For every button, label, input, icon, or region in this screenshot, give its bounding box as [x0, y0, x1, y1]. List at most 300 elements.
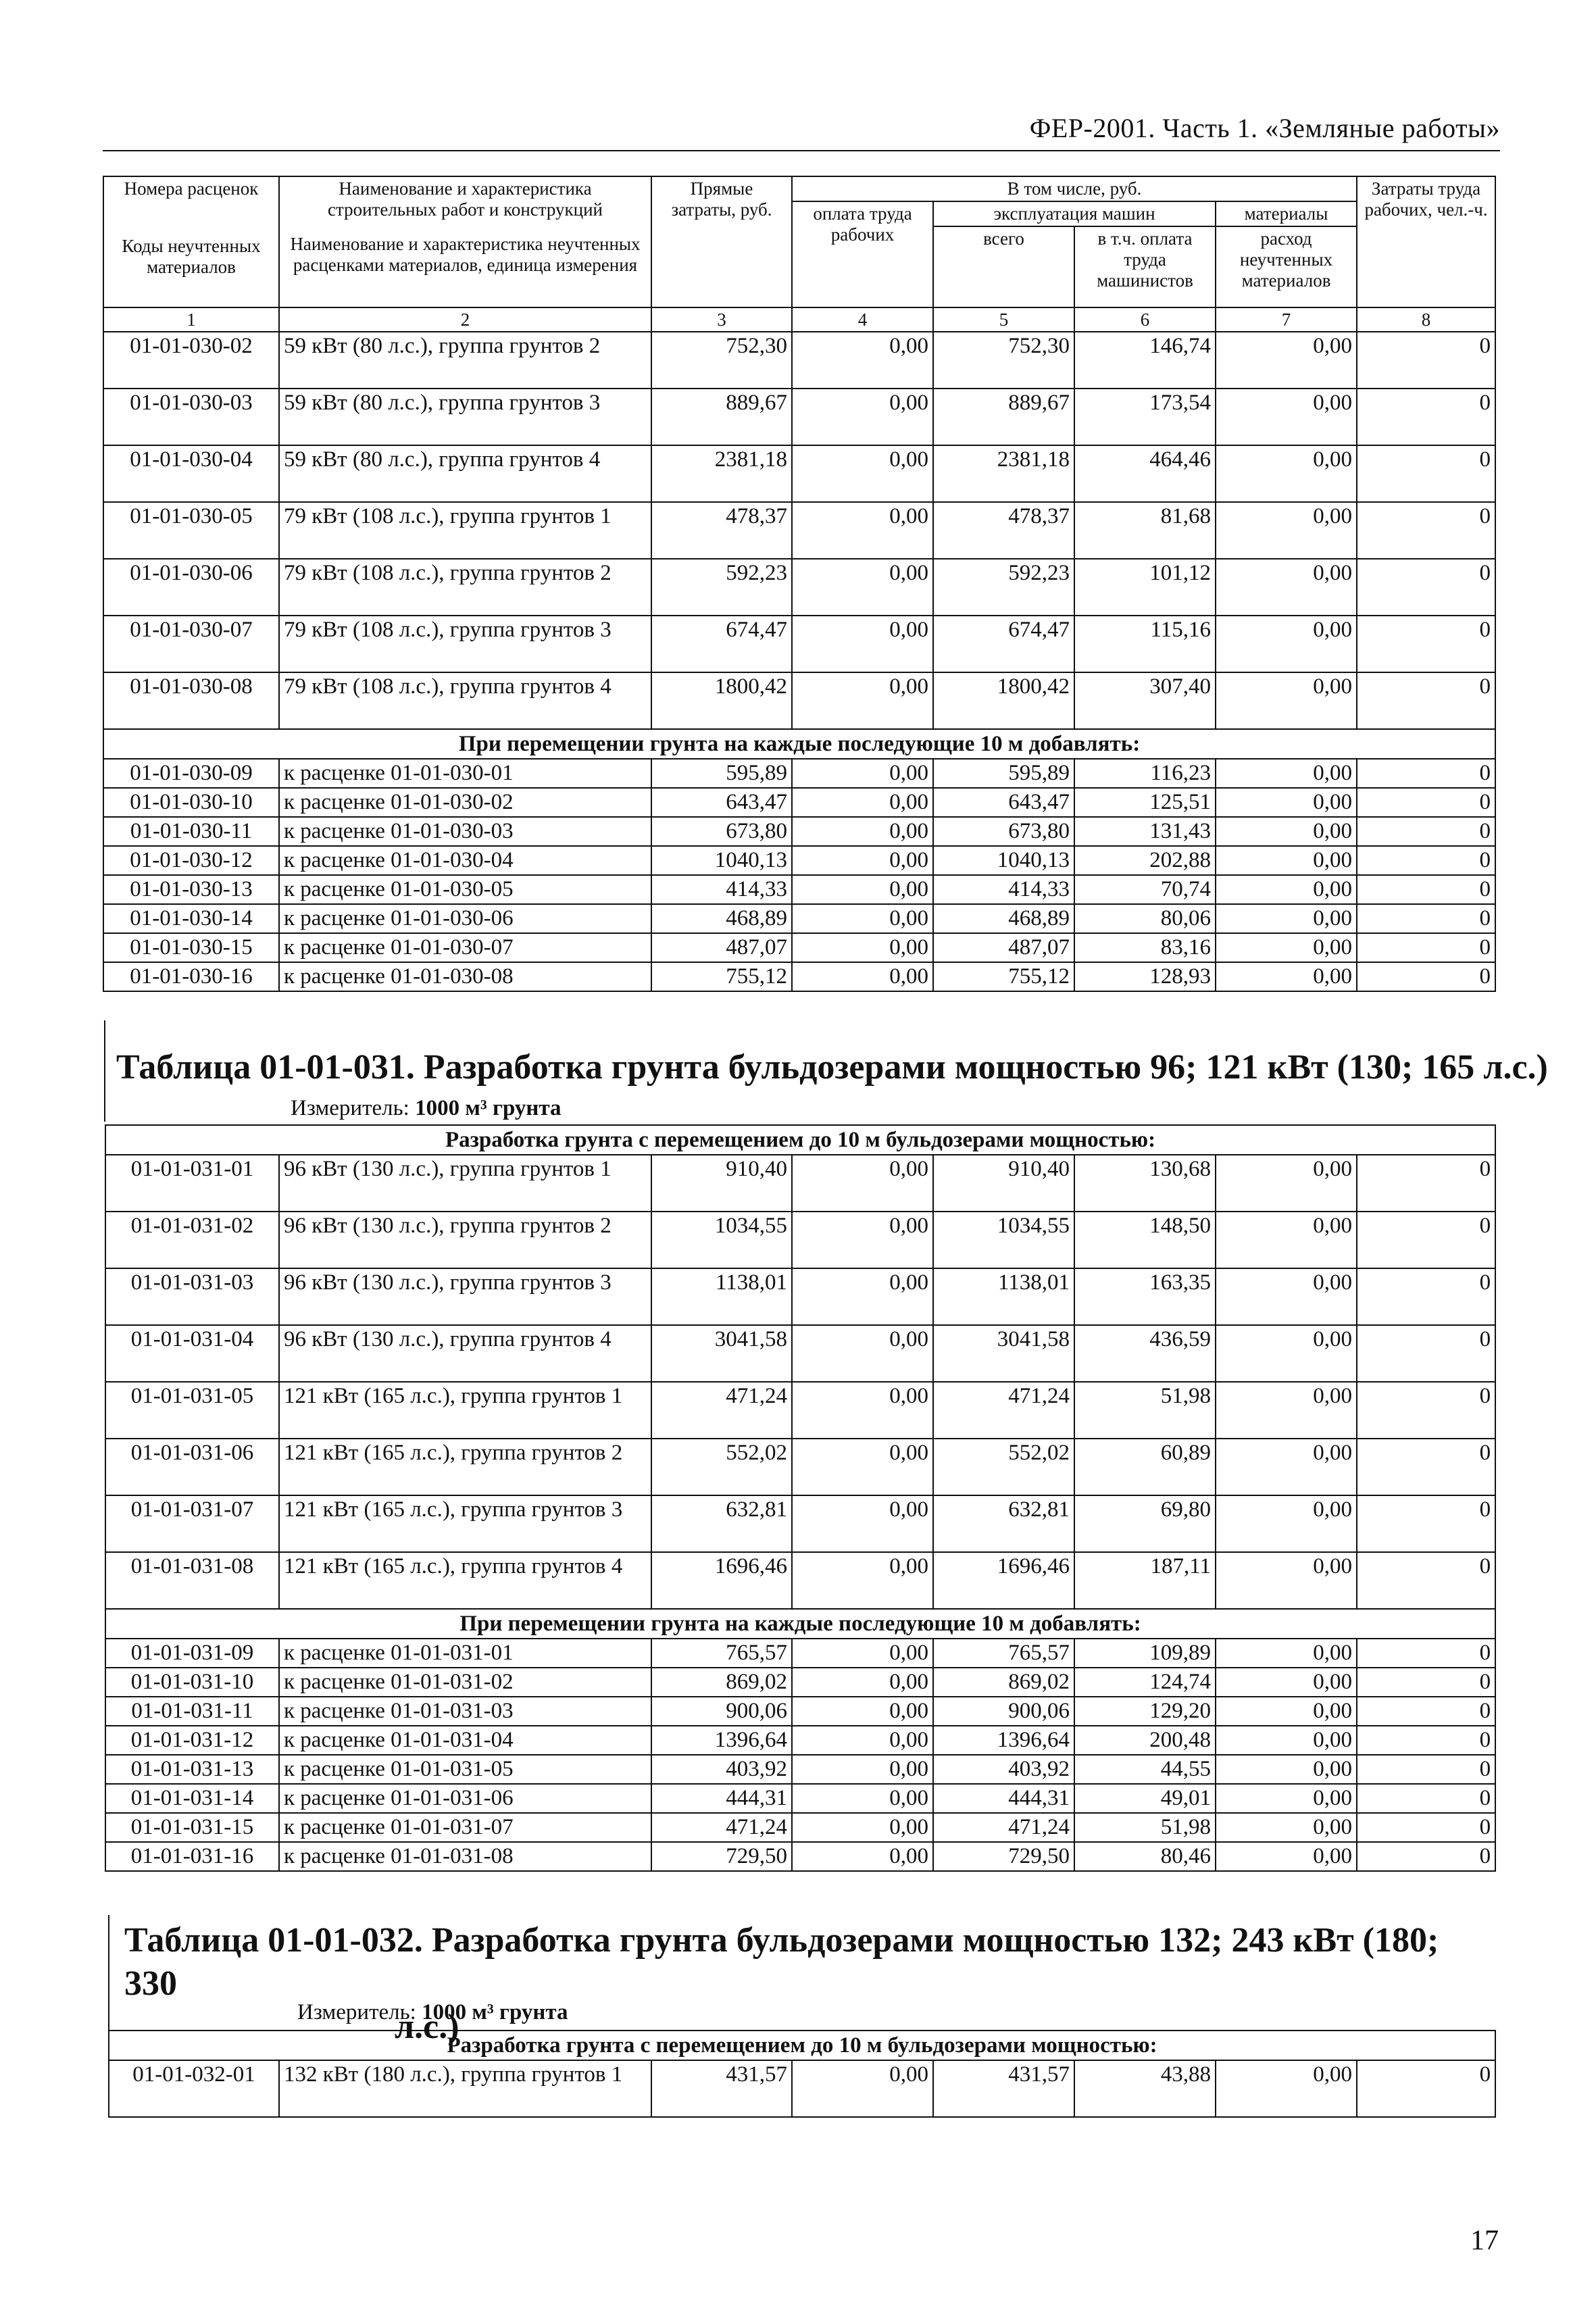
- cell-labor: 0,00: [792, 1325, 933, 1382]
- cell-labor: 0,00: [792, 1726, 933, 1755]
- cell-operators: 80,46: [1074, 1842, 1216, 1871]
- cell-operators: 81,68: [1074, 502, 1216, 559]
- cell-labor: 0,00: [792, 1268, 933, 1325]
- measure-label: Измеритель:: [291, 1096, 409, 1120]
- table-row: [105, 1552, 1495, 1609]
- table-row: [105, 1325, 1495, 1382]
- cell-code: 01-01-030-13: [103, 875, 279, 904]
- cell-labor: 0,00: [792, 559, 933, 616]
- cell-machines: 755,12: [933, 962, 1074, 991]
- table-032-title-line2: л.с.): [395, 2008, 459, 2046]
- cell-code: 01-01-031-11: [105, 1697, 279, 1726]
- col-header-incl: В том числе, руб.: [792, 176, 1357, 201]
- table-030-add-section: [103, 729, 1495, 759]
- cell-direct: 752,30: [651, 332, 792, 389]
- table-row: [103, 445, 1495, 502]
- cell-hours: 0: [1357, 559, 1495, 616]
- cell-name: 121 кВт (165 л.с.), группа грунтов 2: [279, 1439, 651, 1495]
- cell-operators: 125,51: [1074, 788, 1216, 817]
- cell-hours: 0: [1357, 2060, 1495, 2117]
- cell-labor: 0,00: [792, 1813, 933, 1842]
- cell-machines: 487,07: [933, 933, 1074, 962]
- cell-machines: 468,89: [933, 904, 1074, 933]
- cell-direct: 1800,42: [651, 672, 792, 729]
- cell-operators: 51,98: [1074, 1382, 1216, 1439]
- cell-code: 01-01-030-14: [103, 904, 279, 933]
- cell-hours: 0: [1357, 502, 1495, 559]
- cell-direct: 2381,18: [651, 445, 792, 502]
- cell-name: к расценке 01-01-031-04: [279, 1726, 651, 1755]
- cell-materials: 0,00: [1216, 1552, 1357, 1609]
- table-030-rows-a: [103, 332, 1495, 729]
- cell-direct: 729,50: [651, 1842, 792, 1871]
- col-number: 8: [1357, 307, 1495, 332]
- cell-labor: 0,00: [792, 389, 933, 445]
- cell-hours: 0: [1357, 817, 1495, 846]
- cell-labor: 0,00: [792, 962, 933, 991]
- cell-name: к расценке 01-01-031-03: [279, 1697, 651, 1726]
- cell-name: 59 кВт (80 л.с.), группа грунтов 3: [279, 389, 651, 445]
- col-number: 7: [1216, 307, 1357, 332]
- table-row: [105, 1268, 1495, 1325]
- cell-materials: 0,00: [1216, 1268, 1357, 1325]
- cell-materials: 0,00: [1216, 672, 1357, 729]
- cell-labor: 0,00: [792, 672, 933, 729]
- cell-machines: 643,47: [933, 788, 1074, 817]
- cell-hours: 0: [1357, 962, 1495, 991]
- cell-machines: 632,81: [933, 1495, 1074, 1552]
- cell-direct: 1034,55: [651, 1212, 792, 1268]
- table-row: [105, 1212, 1495, 1268]
- cell-operators: 51,98: [1074, 1813, 1216, 1842]
- cell-code: 01-01-030-09: [103, 759, 279, 788]
- cell-machines: 910,40: [933, 1155, 1074, 1212]
- cell-machines: 1696,46: [933, 1552, 1074, 1609]
- cell-code: 01-01-032-01: [109, 2060, 279, 2117]
- cell-machines: 403,92: [933, 1755, 1074, 1784]
- cell-operators: 60,89: [1074, 1439, 1216, 1495]
- cell-materials: 0,00: [1216, 1726, 1357, 1755]
- cell-name: к расценке 01-01-031-01: [279, 1639, 651, 1668]
- cell-operators: 69,80: [1074, 1495, 1216, 1552]
- col-header-operators: в т.ч. оплата труда машинистов: [1074, 226, 1216, 307]
- table-031: [105, 1124, 1496, 1872]
- cell-materials: 0,00: [1216, 846, 1357, 875]
- cell-operators: 173,54: [1074, 389, 1216, 445]
- cell-direct: 471,24: [651, 1382, 792, 1439]
- cell-operators: 70,74: [1074, 875, 1216, 904]
- cell-hours: 0: [1357, 1325, 1495, 1382]
- cell-operators: 116,23: [1074, 759, 1216, 788]
- cell-direct: 1696,46: [651, 1552, 792, 1609]
- cell-operators: 307,40: [1074, 672, 1216, 729]
- cell-name: к расценке 01-01-031-07: [279, 1813, 651, 1842]
- table-030-head: [103, 176, 1495, 332]
- cell-hours: 0: [1357, 1552, 1495, 1609]
- col-header-machines: эксплуатация машин: [933, 201, 1216, 226]
- page-number: 17: [1470, 2225, 1499, 2256]
- table-030: [103, 176, 1496, 992]
- cell-materials: 0,00: [1216, 1842, 1357, 1871]
- table-032-title-line1: Таблица 01-01-032. Разработка грунта бульдозерами мощностью 132; 243 кВт (180; 330: [124, 1921, 1439, 2003]
- header-rule: [103, 150, 1500, 151]
- cell-hours: 0: [1357, 1842, 1495, 1871]
- measure-label: Измеритель:: [297, 2000, 416, 2024]
- cell-hours: 0: [1357, 1755, 1495, 1784]
- col-header-codes-bottom: Коды неучтенных материалов: [122, 236, 261, 277]
- cell-operators: 464,46: [1074, 445, 1216, 502]
- table-032-measure: [297, 2000, 568, 2025]
- cell-code: 01-01-030-08: [103, 672, 279, 729]
- cell-direct: 674,47: [651, 616, 792, 672]
- cell-direct: 673,80: [651, 817, 792, 846]
- cell-operators: 83,16: [1074, 933, 1216, 962]
- cell-materials: 0,00: [1216, 1697, 1357, 1726]
- col-header-materials-usage: расход неучтенных материалов: [1216, 226, 1357, 307]
- cell-materials: 0,00: [1216, 817, 1357, 846]
- cell-labor: 0,00: [792, 332, 933, 389]
- cell-materials: 0,00: [1216, 1755, 1357, 1784]
- table-row: [105, 1495, 1495, 1552]
- cell-hours: 0: [1357, 1726, 1495, 1755]
- cell-code: 01-01-030-07: [103, 616, 279, 672]
- cell-machines: 595,89: [933, 759, 1074, 788]
- table-row: [103, 559, 1495, 616]
- cell-name: 121 кВт (165 л.с.), группа грунтов 4: [279, 1552, 651, 1609]
- cell-code: 01-01-031-15: [105, 1813, 279, 1842]
- table-row: [103, 332, 1495, 389]
- cell-materials: 0,00: [1216, 933, 1357, 962]
- table-row: [105, 1784, 1495, 1813]
- cell-hours: 0: [1357, 1697, 1495, 1726]
- cell-machines: 1138,01: [933, 1268, 1074, 1325]
- cell-name: 96 кВт (130 л.с.), группа грунтов 3: [279, 1268, 651, 1325]
- cell-name: к расценке 01-01-031-08: [279, 1842, 651, 1871]
- col-header-machines-total: всего: [933, 226, 1074, 307]
- cell-code: 01-01-031-09: [105, 1639, 279, 1668]
- cell-hours: 0: [1357, 933, 1495, 962]
- col-header-hours: Затраты труда рабочих, чел.-ч.: [1357, 176, 1495, 307]
- cell-materials: 0,00: [1216, 1784, 1357, 1813]
- cell-code: 01-01-031-10: [105, 1668, 279, 1697]
- table-row: [105, 1382, 1495, 1439]
- cell-labor: 0,00: [792, 1155, 933, 1212]
- cell-operators: 115,16: [1074, 616, 1216, 672]
- cell-hours: 0: [1357, 1639, 1495, 1668]
- left-margin-line: [108, 1915, 109, 2030]
- measure-value: 1000 м³ грунта: [422, 2000, 568, 2024]
- cell-code: 01-01-030-03: [103, 389, 279, 445]
- cell-labor: 0,00: [792, 1668, 933, 1697]
- table-row: [105, 1842, 1495, 1871]
- cell-operators: 44,55: [1074, 1755, 1216, 1784]
- cell-machines: 1396,64: [933, 1726, 1074, 1755]
- cell-name: 132 кВт (180 л.с.), группа грунтов 1: [279, 2060, 651, 2117]
- cell-labor: 0,00: [792, 1755, 933, 1784]
- col-header-codes-top: Номера расценок: [124, 178, 259, 199]
- col-header-name-top: Наименование и характеристика строительных работ и конструкций: [327, 178, 603, 220]
- col-header-name: [279, 176, 651, 307]
- cell-code: 01-01-030-10: [103, 788, 279, 817]
- running-header: ФЕР-2001. Часть 1. «Земляные работы»: [1029, 113, 1500, 143]
- cell-hours: 0: [1357, 1439, 1495, 1495]
- cell-hours: 0: [1357, 1784, 1495, 1813]
- cell-direct: 552,02: [651, 1439, 792, 1495]
- cell-hours: 0: [1357, 1212, 1495, 1268]
- cell-name: 96 кВт (130 л.с.), группа грунтов 4: [279, 1325, 651, 1382]
- cell-hours: 0: [1357, 788, 1495, 817]
- cell-direct: 1040,13: [651, 846, 792, 875]
- table-row: [105, 1755, 1495, 1784]
- cell-code: 01-01-030-04: [103, 445, 279, 502]
- cell-name: 121 кВт (165 л.с.), группа грунтов 3: [279, 1495, 651, 1552]
- cell-machines: 900,06: [933, 1697, 1074, 1726]
- cell-materials: 0,00: [1216, 1155, 1357, 1212]
- cell-direct: 1396,64: [651, 1726, 792, 1755]
- cell-code: 01-01-031-01: [105, 1155, 279, 1212]
- table-row: [103, 817, 1495, 846]
- cell-direct: 403,92: [651, 1755, 792, 1784]
- table-031-rows-b: [105, 1639, 1495, 1871]
- cell-machines: 444,31: [933, 1784, 1074, 1813]
- table-row: [105, 1639, 1495, 1668]
- cell-name: к расценке 01-01-030-01: [279, 759, 651, 788]
- cell-code: 01-01-031-06: [105, 1439, 279, 1495]
- cell-machines: 674,47: [933, 616, 1074, 672]
- cell-name: 96 кВт (130 л.с.), группа грунтов 1: [279, 1155, 651, 1212]
- cell-labor: 0,00: [792, 759, 933, 788]
- section-heading: Разработка грунта с перемещением до 10 м бульдозерами мощностью:: [109, 2031, 1495, 2060]
- table-row: [103, 846, 1495, 875]
- col-header-direct: Прямые затраты, руб.: [651, 176, 792, 307]
- table-row: [105, 1726, 1495, 1755]
- cell-materials: 0,00: [1216, 759, 1357, 788]
- cell-code: 01-01-030-11: [103, 817, 279, 846]
- cell-operators: 146,74: [1074, 332, 1216, 389]
- cell-name: к расценке 01-01-031-02: [279, 1668, 651, 1697]
- cell-direct: 592,23: [651, 559, 792, 616]
- cell-labor: 0,00: [792, 1552, 933, 1609]
- cell-operators: 109,89: [1074, 1639, 1216, 1668]
- cell-operators: 49,01: [1074, 1784, 1216, 1813]
- cell-materials: 0,00: [1216, 332, 1357, 389]
- cell-operators: 129,20: [1074, 1697, 1216, 1726]
- table-row: [105, 1155, 1495, 1212]
- cell-code: 01-01-031-02: [105, 1212, 279, 1268]
- cell-direct: 471,24: [651, 1813, 792, 1842]
- table-row: [103, 933, 1495, 962]
- table-031-add-section: [105, 1609, 1495, 1639]
- cell-hours: 0: [1357, 1382, 1495, 1439]
- cell-direct: 889,67: [651, 389, 792, 445]
- cell-operators: 148,50: [1074, 1212, 1216, 1268]
- col-number: 6: [1074, 307, 1216, 332]
- table-032-rows: [109, 2060, 1495, 2117]
- table-row: [103, 502, 1495, 559]
- cell-operators: 128,93: [1074, 962, 1216, 991]
- col-header-materials: материалы: [1216, 201, 1357, 226]
- cell-hours: 0: [1357, 1813, 1495, 1842]
- cell-hours: 0: [1357, 759, 1495, 788]
- col-number: 1: [103, 307, 279, 332]
- cell-materials: 0,00: [1216, 904, 1357, 933]
- cell-name: к расценке 01-01-030-05: [279, 875, 651, 904]
- cell-materials: 0,00: [1216, 1382, 1357, 1439]
- cell-name: 79 кВт (108 л.с.), группа грунтов 3: [279, 616, 651, 672]
- cell-materials: 0,00: [1216, 502, 1357, 559]
- cell-code: 01-01-031-16: [105, 1842, 279, 1871]
- cell-hours: 0: [1357, 389, 1495, 445]
- cell-hours: 0: [1357, 875, 1495, 904]
- cell-machines: 414,33: [933, 875, 1074, 904]
- table-031-measure: [291, 1096, 562, 1121]
- cell-machines: 471,24: [933, 1813, 1074, 1842]
- cell-name: к расценке 01-01-030-04: [279, 846, 651, 875]
- cell-name: 79 кВт (108 л.с.), группа грунтов 1: [279, 502, 651, 559]
- table-032: [108, 2030, 1496, 2118]
- table-031-title: Таблица 01-01-031. Разработка грунта бульдозерами мощностью 96; 121 кВт (130; 165 л.с.): [116, 1048, 1548, 1087]
- cell-materials: 0,00: [1216, 1325, 1357, 1382]
- cell-direct: 414,33: [651, 875, 792, 904]
- section-heading: Разработка грунта с перемещением до 10 м бульдозерами мощностью:: [105, 1125, 1495, 1155]
- table-row: [103, 616, 1495, 672]
- cell-machines: 478,37: [933, 502, 1074, 559]
- cell-materials: 0,00: [1216, 962, 1357, 991]
- cell-hours: 0: [1357, 1668, 1495, 1697]
- cell-labor: 0,00: [792, 875, 933, 904]
- cell-labor: 0,00: [792, 1697, 933, 1726]
- cell-machines: 673,80: [933, 817, 1074, 846]
- cell-code: 01-01-031-07: [105, 1495, 279, 1552]
- cell-name: к расценке 01-01-031-06: [279, 1784, 651, 1813]
- cell-machines: 869,02: [933, 1668, 1074, 1697]
- cell-direct: 595,89: [651, 759, 792, 788]
- cell-code: 01-01-031-04: [105, 1325, 279, 1382]
- cell-operators: 202,88: [1074, 846, 1216, 875]
- table-row: [109, 2060, 1495, 2117]
- section-heading: При перемещении грунта на каждые последующие 10 м добавлять:: [105, 1609, 1495, 1639]
- cell-hours: 0: [1357, 332, 1495, 389]
- cell-labor: 0,00: [792, 846, 933, 875]
- table-row: [103, 672, 1495, 729]
- cell-machines: 1800,42: [933, 672, 1074, 729]
- col-number: 3: [651, 307, 792, 332]
- cell-materials: 0,00: [1216, 875, 1357, 904]
- cell-name: к расценке 01-01-030-06: [279, 904, 651, 933]
- cell-machines: 2381,18: [933, 445, 1074, 502]
- cell-name: 121 кВт (165 л.с.), группа грунтов 1: [279, 1382, 651, 1439]
- cell-materials: 0,00: [1216, 1212, 1357, 1268]
- table-031-rows-a: [105, 1155, 1495, 1609]
- cell-labor: 0,00: [792, 933, 933, 962]
- cell-code: 01-01-030-12: [103, 846, 279, 875]
- cell-direct: 1138,01: [651, 1268, 792, 1325]
- cell-name: к расценке 01-01-030-03: [279, 817, 651, 846]
- table-row: [105, 1439, 1495, 1495]
- cell-direct: 755,12: [651, 962, 792, 991]
- cell-direct: 869,02: [651, 1668, 792, 1697]
- cell-operators: 187,11: [1074, 1552, 1216, 1609]
- table-row: [105, 1813, 1495, 1842]
- cell-code: 01-01-031-12: [105, 1726, 279, 1755]
- cell-operators: 436,59: [1074, 1325, 1216, 1382]
- cell-machines: 752,30: [933, 332, 1074, 389]
- cell-direct: 478,37: [651, 502, 792, 559]
- cell-direct: 468,89: [651, 904, 792, 933]
- cell-materials: 0,00: [1216, 616, 1357, 672]
- cell-direct: 487,07: [651, 933, 792, 962]
- cell-labor: 0,00: [792, 1784, 933, 1813]
- cell-machines: 889,67: [933, 389, 1074, 445]
- cell-code: 01-01-031-13: [105, 1755, 279, 1784]
- cell-labor: 0,00: [792, 1842, 933, 1871]
- cell-labor: 0,00: [792, 616, 933, 672]
- cell-hours: 0: [1357, 1495, 1495, 1552]
- col-number: 4: [792, 307, 933, 332]
- cell-operators: 101,12: [1074, 559, 1216, 616]
- cell-labor: 0,00: [792, 788, 933, 817]
- table-030-rows-b: [103, 759, 1495, 991]
- cell-hours: 0: [1357, 672, 1495, 729]
- cell-name: 96 кВт (130 л.с.), группа грунтов 2: [279, 1212, 651, 1268]
- cell-labor: 0,00: [792, 1382, 933, 1439]
- cell-name: 59 кВт (80 л.с.), группа грунтов 4: [279, 445, 651, 502]
- cell-code: 01-01-030-16: [103, 962, 279, 991]
- cell-labor: 0,00: [792, 502, 933, 559]
- cell-hours: 0: [1357, 1268, 1495, 1325]
- table-row: [105, 1697, 1495, 1726]
- cell-direct: 632,81: [651, 1495, 792, 1552]
- cell-machines: 1040,13: [933, 846, 1074, 875]
- cell-direct: 910,40: [651, 1155, 792, 1212]
- cell-hours: 0: [1357, 846, 1495, 875]
- cell-materials: 0,00: [1216, 1813, 1357, 1842]
- cell-code: 01-01-031-03: [105, 1268, 279, 1325]
- col-number: 5: [933, 307, 1074, 332]
- cell-machines: 592,23: [933, 559, 1074, 616]
- cell-labor: 0,00: [792, 1639, 933, 1668]
- cell-code: 01-01-030-15: [103, 933, 279, 962]
- section-heading: При перемещении грунта на каждые последующие 10 м добавлять:: [103, 729, 1495, 759]
- cell-materials: 0,00: [1216, 1495, 1357, 1552]
- cell-name: 59 кВт (80 л.с.), группа грунтов 2: [279, 332, 651, 389]
- cell-materials: 0,00: [1216, 1639, 1357, 1668]
- cell-code: 01-01-030-05: [103, 502, 279, 559]
- cell-name: к расценке 01-01-030-02: [279, 788, 651, 817]
- cell-materials: 0,00: [1216, 788, 1357, 817]
- table-031-section: [105, 1125, 1495, 1155]
- cell-labor: 0,00: [792, 904, 933, 933]
- table-row: [103, 904, 1495, 933]
- cell-operators: 124,74: [1074, 1668, 1216, 1697]
- table-032-section: [109, 2031, 1495, 2060]
- cell-name: к расценке 01-01-031-05: [279, 1755, 651, 1784]
- cell-materials: 0,00: [1216, 1668, 1357, 1697]
- cell-labor: 0,00: [792, 2060, 933, 2117]
- cell-machines: 729,50: [933, 1842, 1074, 1871]
- cell-materials: 0,00: [1216, 1439, 1357, 1495]
- cell-operators: 131,43: [1074, 817, 1216, 846]
- cell-code: 01-01-031-08: [105, 1552, 279, 1609]
- cell-machines: 1034,55: [933, 1212, 1074, 1268]
- cell-direct: 765,57: [651, 1639, 792, 1668]
- cell-code: 01-01-030-02: [103, 332, 279, 389]
- cell-hours: 0: [1357, 616, 1495, 672]
- cell-machines: 765,57: [933, 1639, 1074, 1668]
- cell-machines: 552,02: [933, 1439, 1074, 1495]
- cell-machines: 431,57: [933, 2060, 1074, 2117]
- cell-materials: 0,00: [1216, 2060, 1357, 2117]
